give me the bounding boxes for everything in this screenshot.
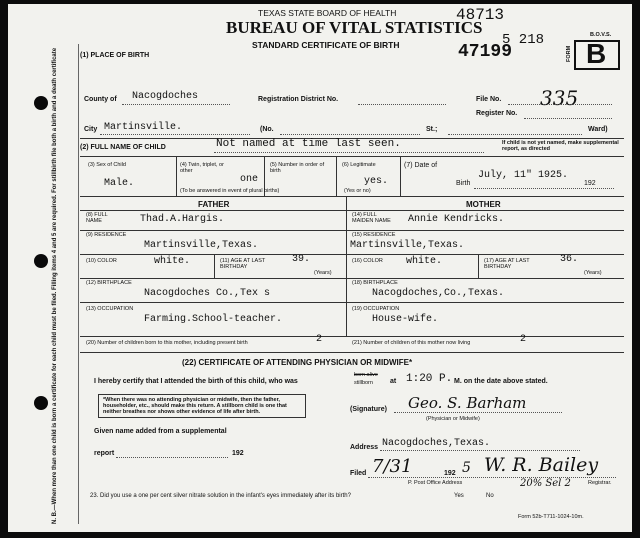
signature-label: (Signature) — [350, 406, 387, 413]
certificate-number-main: 47199 — [458, 42, 513, 62]
father-occupation-label: (13) OCCUPATION — [86, 306, 134, 312]
filed-year: 192 — [444, 470, 456, 477]
physician-address: Nacogdoches,Texas. — [382, 438, 491, 449]
mother-birthplace: Nacogdoches,Co.,Texas. — [372, 288, 505, 299]
city-value: Martinsville. — [104, 122, 183, 133]
mother-name: Annie Kendricks. — [408, 214, 505, 225]
certify-statement: I hereby certify that I attended the birth of this child, who was — [94, 378, 298, 385]
mother-occupation-label: (19) OCCUPATION — [352, 306, 400, 312]
father-name-label: (8) FULL NAME — [86, 212, 108, 224]
form-label-bovs: B.O.V.S. — [590, 32, 612, 38]
certificate-number-mid: 5 218 — [502, 32, 545, 48]
father-birthplace-label: (12) BIRTHPLACE — [86, 280, 132, 286]
question-23-no: No — [486, 493, 494, 499]
father-residence-label: (9) RESIDENCE — [86, 232, 127, 238]
question-23-yes: Yes — [454, 493, 464, 499]
sex-value: Male. — [104, 178, 135, 189]
county-value: Nacogdoches — [132, 91, 199, 102]
mother-age-label: (17) AGE AT LAST BIRTHDAY — [484, 258, 530, 270]
birth-certificate — [8, 4, 632, 532]
filed-date: 7/31 — [372, 456, 413, 477]
mother-residence-label: (15) RESIDENCE — [352, 232, 396, 238]
born-alive: born alive — [354, 372, 378, 378]
street-label: St.; — [426, 126, 438, 133]
children-living: 2 — [520, 334, 527, 345]
birth-date: July, 11" 1925. — [478, 170, 569, 181]
father-name: Thad.A.Hargis. — [140, 214, 225, 225]
form-label-form: FORM — [566, 45, 572, 62]
side-note: N. B.—When more than one child is born a certificate for each child must be filed. Filling items 4 and 5 are required. For stillbirth file both a birth and a death certificate — [52, 47, 58, 524]
ward-label: Ward) — [588, 126, 608, 133]
form-letter: B — [586, 38, 607, 69]
father-color: white. — [154, 256, 191, 267]
mother-color-label: (16) COLOR — [352, 258, 383, 264]
board-title: TEXAS STATE BOARD OF HEALTH — [258, 8, 397, 18]
birth-time: 1:20 P. — [406, 373, 453, 385]
mother-years: (Years) — [584, 270, 602, 276]
question-23: 23. Did you use a one per cent silver nitrate solution in the infant's eyes immediately after its birth? — [90, 493, 351, 499]
certificate-number-top: 48713 — [456, 6, 505, 24]
post-office-label: P. Post Office Address — [408, 480, 463, 486]
mother-occupation: House-wife. — [372, 314, 439, 325]
bureau-title: BUREAU OF VITAL STATISTICS — [226, 18, 483, 37]
file-number: 335 — [540, 86, 579, 110]
children-born-label: (20) Number of children born to this mother, including present birth — [86, 340, 248, 346]
father-years: (Years) — [314, 270, 332, 276]
father-age: 39. — [292, 254, 311, 265]
children-born: 2 — [316, 334, 323, 345]
district-label: Registration District No. — [258, 96, 339, 103]
year-suffix: 192 — [584, 180, 596, 187]
father-title: FATHER — [198, 200, 230, 209]
child-name-note: If child is not yet named, make supplemental report, as directed — [502, 140, 619, 152]
certificate-title: (22) CERTIFICATE OF ATTENDING PHYSICIAN OR MIDWIFE* — [182, 358, 413, 367]
mother-age: 36. — [560, 254, 579, 265]
standard-title: STANDARD CERTIFICATE OF BIRTH — [252, 40, 400, 50]
mother-birthplace-label: (18) BIRTHPLACE — [352, 280, 398, 286]
registrar-note: 20% Sel 2 — [520, 478, 571, 489]
legit-yes-no: (Yes or no) — [344, 188, 371, 194]
file-label: File No. — [476, 96, 502, 103]
twin-note: (To be answered in event of plural births) — [180, 188, 280, 194]
father-color-label: (10) COLOR — [86, 258, 117, 264]
mother-name-label: (14) FULL MAIDEN NAME — [352, 212, 391, 224]
punch-hole-2 — [34, 254, 48, 268]
legit-label: (6) Legitimate — [342, 162, 376, 168]
father-residence: Martinsville,Texas. — [144, 240, 259, 251]
filed-year-digit: 5 — [462, 460, 471, 476]
stillborn: stillborn — [354, 380, 373, 386]
m-on-label: M. on the date above stated. — [454, 378, 548, 385]
county-label: County of — [84, 96, 117, 103]
child-name: Not named at time last seen. — [216, 138, 401, 150]
punch-hole-3 — [34, 396, 48, 410]
physician-label: (Physician or Midwife) — [426, 416, 480, 422]
registrar-signature: W. R. Bailey — [484, 454, 599, 476]
registrar-label: Registrar. — [588, 480, 612, 486]
place-of-birth-label: (1) PLACE OF BIRTH — [80, 52, 150, 59]
father-age-label: (11) AGE AT LAST BIRTHDAY — [220, 258, 266, 270]
mother-residence: Martinsville,Texas. — [350, 240, 465, 251]
mother-color: white. — [406, 256, 443, 267]
no-label: (No. — [260, 126, 274, 133]
city-label: City — [84, 126, 98, 133]
mother-title: MOTHER — [466, 200, 501, 209]
twin-value: one — [240, 174, 259, 185]
at-label: at — [390, 378, 397, 385]
report-label: report — [94, 450, 115, 457]
address-label: Address — [350, 444, 379, 451]
sex-label: (3) Sex of Child — [88, 162, 126, 168]
twin-label: (4) Twin, triplet, or other — [180, 162, 224, 174]
children-living-label: (21) Number of children of this mother now living — [352, 340, 471, 346]
punch-hole-1 — [34, 96, 48, 110]
father-occupation: Farming.School-teacher. — [144, 314, 283, 325]
filed-label: Filed — [350, 470, 367, 477]
report-year: 192 — [232, 450, 244, 457]
midwife-note: *When there was no attending physician or midwife, then the father, householder, etc., should make this return. A stillborn child is one that neither breathes nor shows other evidence of life after birth. — [98, 394, 306, 418]
father-birthplace: Nacogdoches Co.,Tex s — [144, 288, 271, 299]
child-name-label: (2) FULL NAME OF CHILD — [80, 144, 166, 151]
order-label: (5) Number in order of birth — [270, 162, 325, 174]
physician-signature: Geo. S. Barham — [408, 394, 527, 412]
given-name-label: Given name added from a supplemental — [94, 428, 227, 435]
form-number: Form 52b-T711-1024-10m. — [518, 514, 584, 520]
birth-label: Birth — [456, 180, 471, 187]
legit-value: yes. — [364, 176, 389, 187]
date-label: (7) Date of — [404, 162, 438, 169]
register-label: Register No. — [476, 110, 518, 117]
